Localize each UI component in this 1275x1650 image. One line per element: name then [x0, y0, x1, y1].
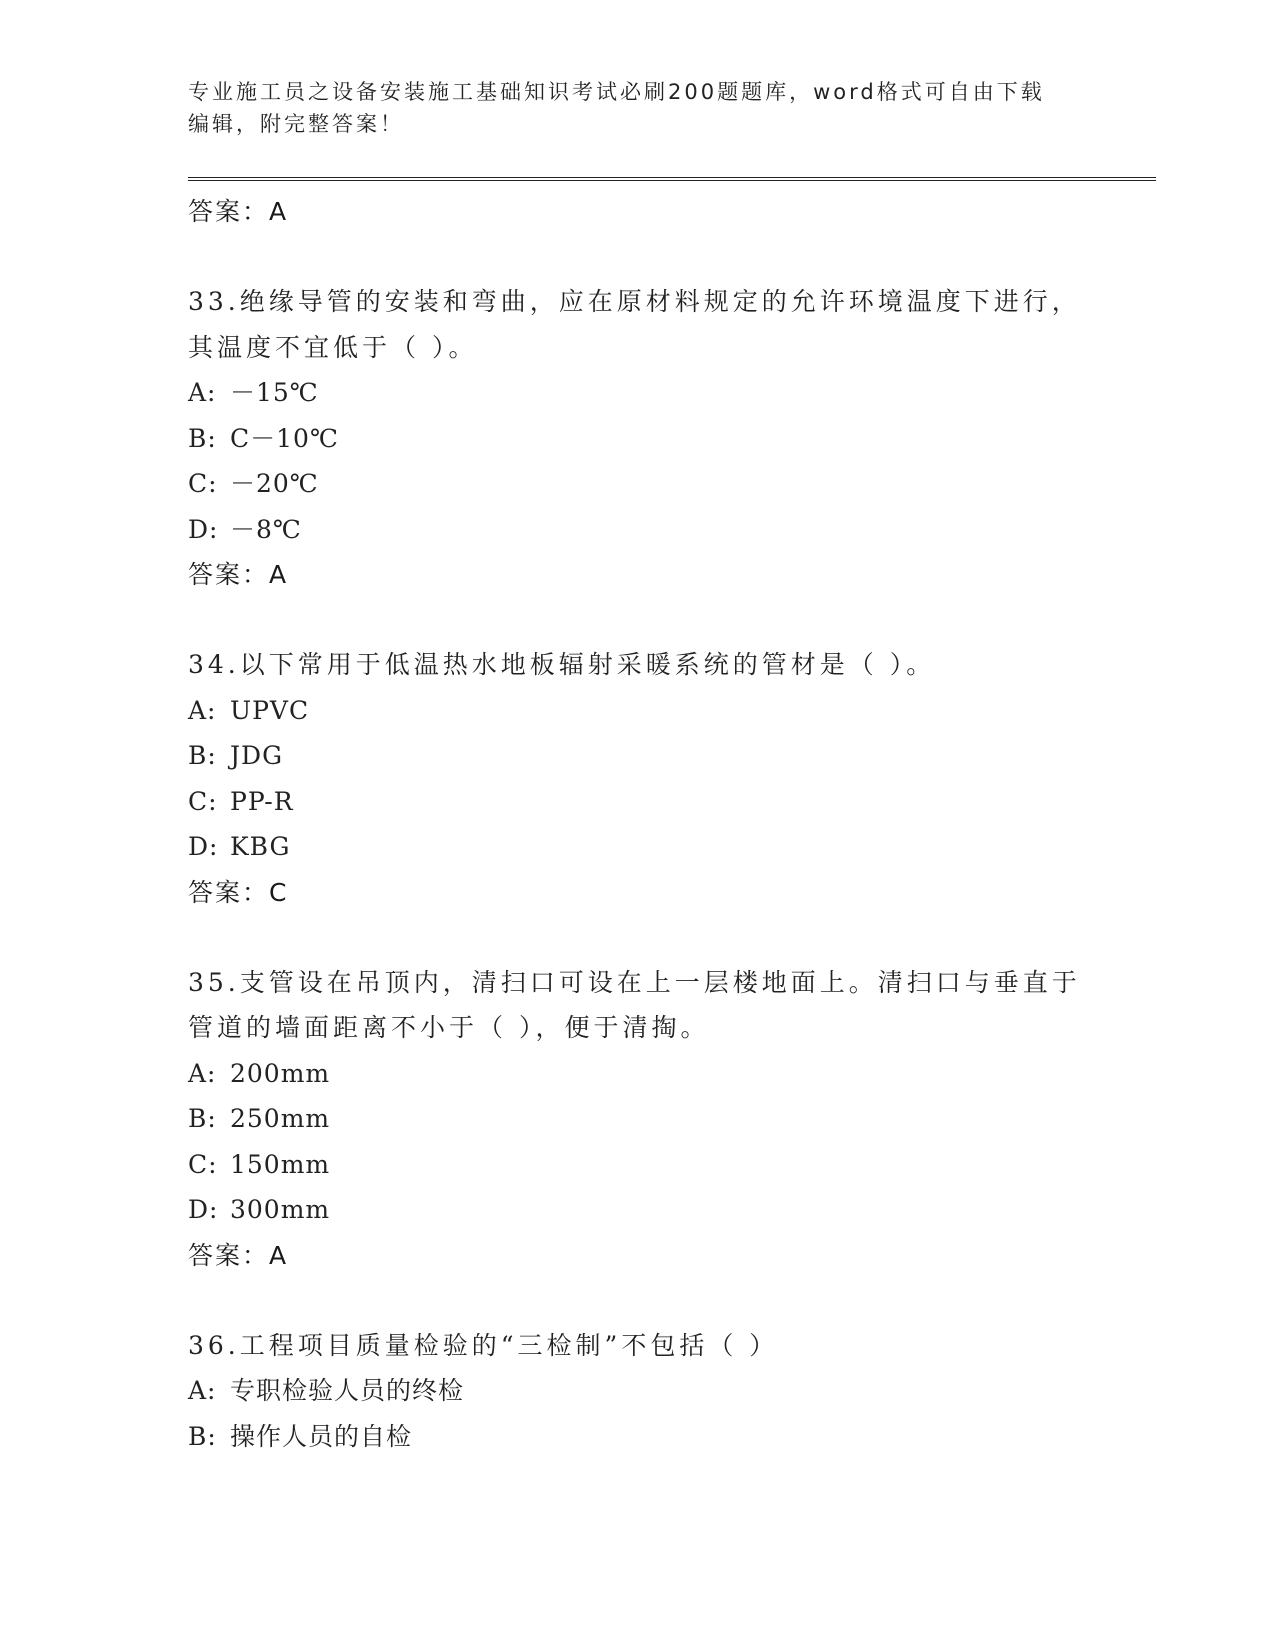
option-text: PP-R	[230, 786, 294, 816]
option-d	[188, 507, 1088, 553]
option-c	[188, 461, 1088, 507]
option-letter: A:	[188, 1058, 217, 1088]
answer-line: 答案：C	[188, 877, 289, 907]
option-d	[188, 1187, 1088, 1233]
option-letter: B:	[188, 423, 217, 453]
option-letter: A:	[188, 695, 217, 725]
question-text: 其温度不宜低于（ ）。	[188, 332, 478, 362]
option-text: JDG	[230, 741, 284, 770]
question-35	[188, 960, 1088, 1279]
answer-line: 答案：A	[188, 1240, 289, 1270]
header-line-2: 编辑，附完整答案！	[188, 112, 404, 136]
question-text: 34.以下常用于低温热水地板辐射采暖系统的管材是（ ）。	[188, 650, 936, 679]
option-text: 200mm	[230, 1058, 331, 1088]
spacer	[188, 598, 1088, 642]
option-c	[188, 1142, 1088, 1188]
question-list	[188, 189, 1088, 1459]
option-letter: B:	[188, 741, 217, 770]
option-letter: A:	[188, 1376, 217, 1405]
option-a	[188, 1368, 1088, 1414]
option-text: 150mm	[230, 1149, 331, 1179]
option-letter: A:	[188, 378, 217, 407]
question-34	[188, 642, 1088, 916]
option-letter: D:	[188, 832, 219, 861]
option-text: 专职检验人员的终检	[230, 1376, 465, 1405]
option-letter: C:	[188, 1149, 218, 1179]
spacer	[188, 916, 1088, 960]
option-text: 操作人员的自检	[230, 1421, 413, 1451]
option-text: －8℃	[230, 514, 302, 544]
answer-line: 答案：A	[188, 560, 289, 589]
header-line-1: 专业施工员之设备安装施工基础知识考试必刷200题题库，word格式可自由下载	[188, 80, 1045, 104]
question-text: 管道的墙面距离不小于（ ），便于清掏。	[188, 1013, 710, 1042]
option-text: －20℃	[230, 469, 319, 498]
spacer	[188, 235, 1088, 279]
option-c	[188, 779, 1088, 825]
spacer	[188, 1279, 1088, 1323]
option-text: C－10℃	[230, 423, 339, 453]
option-text: UPVC	[230, 695, 310, 725]
option-text: 300mm	[230, 1195, 331, 1224]
option-b	[188, 416, 1088, 462]
option-d	[188, 824, 1088, 870]
question-text: 33.绝缘导管的安装和弯曲，应在原材料规定的允许环境温度下进行，	[188, 287, 1081, 316]
option-letter: D:	[188, 1195, 219, 1224]
header-divider	[188, 177, 1156, 181]
option-letter: B:	[188, 1104, 217, 1133]
option-a	[188, 370, 1088, 416]
question-33	[188, 279, 1088, 598]
option-a	[188, 1051, 1088, 1097]
option-text: KBG	[230, 832, 291, 861]
option-b	[188, 733, 1088, 779]
option-b	[188, 1414, 1088, 1460]
option-letter: C:	[188, 469, 218, 498]
option-letter: D:	[188, 514, 219, 544]
option-text: －15℃	[230, 378, 319, 407]
question-text: 36.工程项目质量检验的“三检制”不包括（ ）	[188, 1330, 779, 1360]
option-letter: C:	[188, 786, 218, 816]
option-b	[188, 1096, 1088, 1142]
page-header	[188, 76, 1068, 140]
option-text: 250mm	[230, 1104, 331, 1133]
option-a	[188, 688, 1088, 734]
question-text: 35.支管设在吊顶内，清扫口可设在上一层楼地面上。清扫口与垂直于	[188, 967, 1081, 997]
answer-line: 答案：A	[188, 197, 289, 226]
question-36	[188, 1323, 1088, 1460]
option-letter: B:	[188, 1421, 217, 1451]
